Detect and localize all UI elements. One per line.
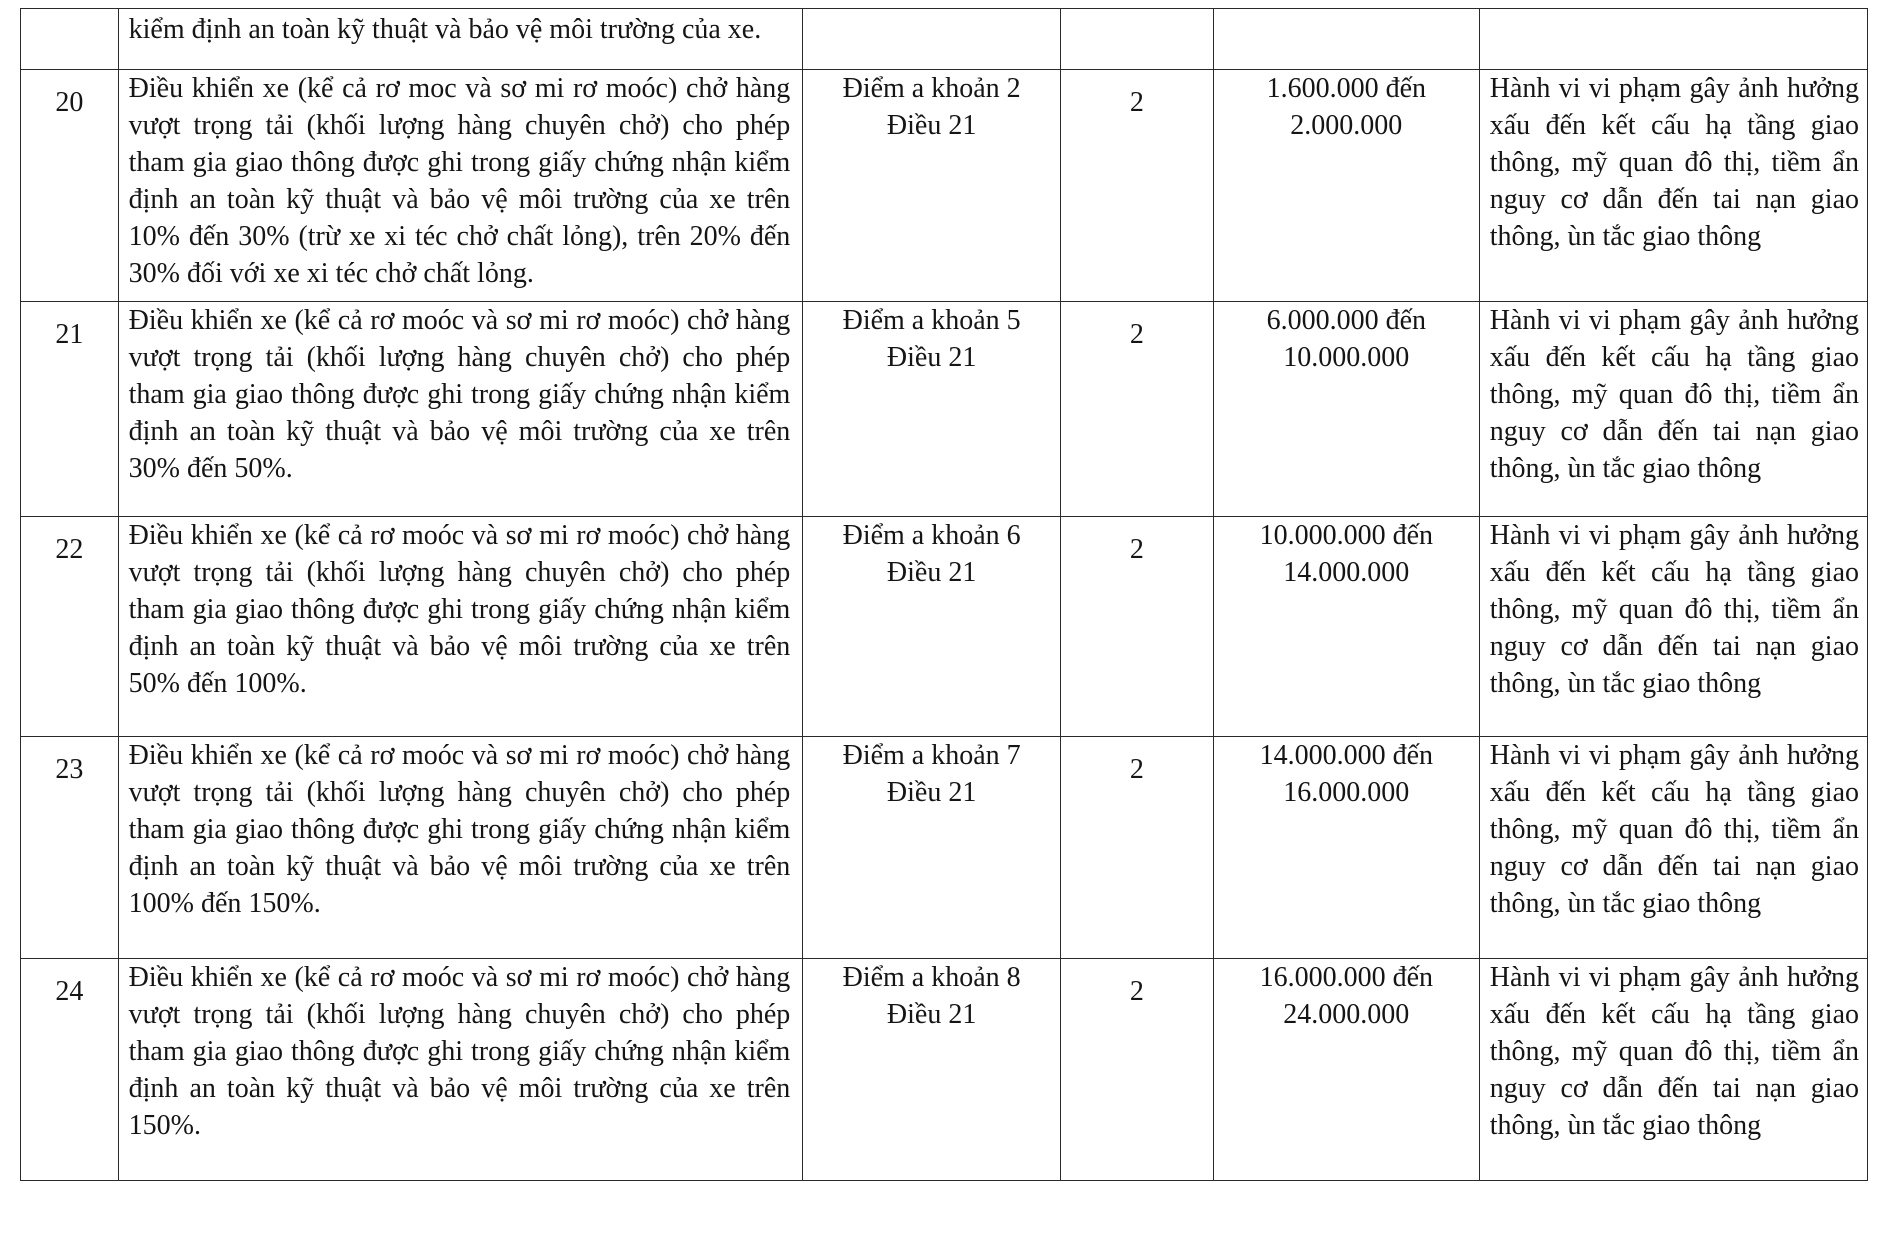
impact-cell: Hành vi vi phạm gây ảnh hưởng xấu đến kết cấu hạ tầng giao thông, mỹ quan đô thị, tiềm ẩn nguy cơ dẫn đến tai nạn giao thông, ùn tắc giao thông [1479, 737, 1867, 959]
table-row-continuation [21, 9, 1868, 70]
fine-line-1: 1.600.000 đến [1266, 73, 1426, 104]
impact-cell: Hành vi vi phạm gây ảnh hưởng xấu đến kết cấu hạ tầng giao thông, mỹ quan đô thị, tiềm ẩn nguy cơ dẫn đến tai nạn giao thông, ùn tắc giao thông [1479, 517, 1867, 737]
description-cell: kiểm định an toàn kỹ thuật và bảo vệ môi trường của xe. [118, 9, 803, 70]
table-row [21, 302, 1868, 517]
fine-cell [1213, 70, 1479, 302]
points-cell [1060, 9, 1213, 70]
reference-cell [803, 9, 1061, 70]
points-cell: 2 [1060, 737, 1213, 959]
fine-line-2: 10.000.000 [1283, 342, 1410, 373]
reference-line-2: Điều 21 [886, 342, 977, 373]
reference-cell [803, 737, 1061, 959]
fine-cell [1213, 959, 1479, 1181]
points-cell: 2 [1060, 302, 1213, 517]
fine-line-1: 14.000.000 đến [1259, 740, 1433, 771]
description-cell: Điều khiển xe (kể cả rơ moóc và sơ mi rơ moóc) chở hàng vượt trọng tải (khối lượng hàng chuyên chở) cho phép tham gia giao thông được ghi trong giấy chứng nhận kiểm định an toàn kỹ thuật và bảo vệ môi trường của xe trên 50% đến 100%. [118, 517, 803, 737]
fine-line-2: 24.000.000 [1283, 999, 1410, 1030]
fine-cell [1213, 517, 1479, 737]
fine-cell [1213, 9, 1479, 70]
impact-cell [1479, 9, 1867, 70]
reference-line-2: Điều 21 [886, 557, 977, 588]
reference-line-1: Điểm a khoản 2 [842, 73, 1021, 104]
reference-line-2: Điều 21 [886, 777, 977, 808]
description-cell: Điều khiển xe (kể cả rơ moóc và sơ mi rơ moóc) chở hàng vượt trọng tải (khối lượng hàng chuyên chở) cho phép tham gia giao thông được ghi trong giấy chứng nhận kiểm định an toàn kỹ thuật và bảo vệ môi trường của xe trên 30% đến 50%. [118, 302, 803, 517]
reference-cell [803, 70, 1061, 302]
impact-cell: Hành vi vi phạm gây ảnh hưởng xấu đến kết cấu hạ tầng giao thông, mỹ quan đô thị, tiềm ẩn nguy cơ dẫn đến tai nạn giao thông, ùn tắc giao thông [1479, 70, 1867, 302]
table-row [21, 737, 1868, 959]
fine-line-1: 6.000.000 đến [1266, 305, 1426, 336]
stt-cell: 22 [21, 517, 119, 737]
stt-cell: 24 [21, 959, 119, 1181]
fine-line-1: 10.000.000 đến [1259, 520, 1433, 551]
table-row [21, 959, 1868, 1181]
violations-table [20, 8, 1868, 1181]
stt-cell [21, 9, 119, 70]
table-row [21, 517, 1868, 737]
reference-line-1: Điểm a khoản 5 [842, 305, 1021, 336]
impact-cell: Hành vi vi phạm gây ảnh hưởng xấu đến kết cấu hạ tầng giao thông, mỹ quan đô thị, tiềm ẩn nguy cơ dẫn đến tai nạn giao thông, ùn tắc giao thông [1479, 959, 1867, 1181]
stt-cell: 23 [21, 737, 119, 959]
stt-cell: 20 [21, 70, 119, 302]
fine-cell [1213, 302, 1479, 517]
fine-line-2: 14.000.000 [1283, 557, 1410, 588]
reference-cell [803, 959, 1061, 1181]
fine-line-2: 16.000.000 [1283, 777, 1410, 808]
description-cell: Điều khiển xe (kể cả rơ moóc và sơ mi rơ moóc) chở hàng vượt trọng tải (khối lượng hàng chuyên chở) cho phép tham gia giao thông được ghi trong giấy chứng nhận kiểm định an toàn kỹ thuật và bảo vệ môi trường của xe trên 100% đến 150%. [118, 737, 803, 959]
description-cell: Điều khiển xe (kể cả rơ moc và sơ mi rơ moóc) chở hàng vượt trọng tải (khối lượng hàng chuyên chở) cho phép tham gia giao thông được ghi trong giấy chứng nhận kiểm định an toàn kỹ thuật và bảo vệ môi trường của xe trên 10% đến 30% (trừ xe xi téc chở chất lỏng), trên 20% đến 30% đối với xe xi téc chở chất lỏng. [118, 70, 803, 302]
reference-line-2: Điều 21 [886, 110, 977, 141]
stt-cell: 21 [21, 302, 119, 517]
points-cell: 2 [1060, 959, 1213, 1181]
reference-line-1: Điểm a khoản 6 [842, 520, 1021, 551]
reference-cell [803, 517, 1061, 737]
points-cell: 2 [1060, 70, 1213, 302]
reference-line-2: Điều 21 [886, 999, 977, 1030]
fine-line-1: 16.000.000 đến [1259, 962, 1433, 993]
table-row [21, 70, 1868, 302]
reference-line-1: Điểm a khoản 7 [842, 740, 1021, 771]
impact-cell: Hành vi vi phạm gây ảnh hưởng xấu đến kết cấu hạ tầng giao thông, mỹ quan đô thị, tiềm ẩn nguy cơ dẫn đến tai nạn giao thông, ùn tắc giao thông [1479, 302, 1867, 517]
reference-cell [803, 302, 1061, 517]
fine-cell [1213, 737, 1479, 959]
reference-line-1: Điểm a khoản 8 [842, 962, 1021, 993]
fine-line-2: 2.000.000 [1290, 110, 1403, 141]
points-cell: 2 [1060, 517, 1213, 737]
description-cell: Điều khiển xe (kể cả rơ moóc và sơ mi rơ moóc) chở hàng vượt trọng tải (khối lượng hàng chuyên chở) cho phép tham gia giao thông được ghi trong giấy chứng nhận kiểm định an toàn kỹ thuật và bảo vệ môi trường của xe trên 150%. [118, 959, 803, 1181]
